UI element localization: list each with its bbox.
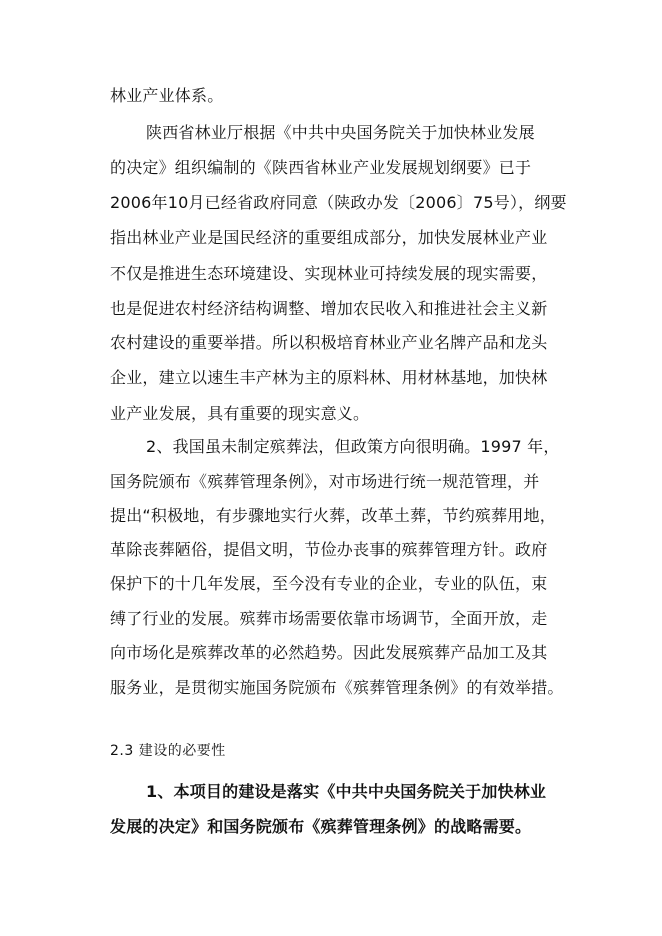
paragraph-line: 2、我国虽未制定殡葬法，但政策方向很明确。1997 年， [146, 437, 560, 456]
paragraph-line: 提出“积极地，有步骤地实行火葬，改革土葬，节约殡葬用地， [110, 506, 556, 525]
bold-paragraph-line: 1、本项目的建设是落实《中共中央国务院关于加快林业 [146, 782, 547, 801]
paragraph-line: 服务业，是贯彻实施国务院颁布《殡葬管理条例》的有效举措。 [110, 678, 564, 697]
paragraph-line: 保护下的十几年发展，至今没有专业的企业，专业的队伍，束 [110, 574, 548, 593]
paragraph-line: 业产业发展，具有重要的现实意义。 [110, 404, 370, 423]
paragraph-line: 向市场化是殡葬改革的必然趋势。因此发展殡葬产品加工及其 [110, 643, 548, 662]
bold-paragraph-line: 发展的决定》和国务院颁布《殡葬管理条例》的战略需要。 [110, 817, 532, 836]
paragraph-line: 的决定》组织编制的《陕西省林业产业发展规划纲要》已于 [110, 158, 532, 177]
paragraph-line: 国务院颁布《殡葬管理条例》，对市场进行统一规范管理，并 [110, 472, 540, 491]
paragraph-line: 缚了行业的发展。殡葬市场需要依靠市场调节，全面开放，走 [110, 609, 548, 628]
paragraph-line: 2006年10月已经省政府同意（陕政办发〔2006〕75号），纲要 [110, 193, 567, 212]
paragraph-line: 不仅是推进生态环境建设、实现林业可持续发展的现实需要， [110, 264, 548, 283]
paragraph-line: 也是促进农村经济结构调整、增加农民收入和推进社会主义新 [110, 299, 548, 318]
paragraph-line: 革除丧葬陋俗，提倡文明，节俭办丧事的殡葬管理方针。政府 [110, 540, 548, 559]
paragraph-line: 陕西省林业厅根据《中共中央国务院关于加快林业发展 [146, 123, 535, 142]
paragraph-line: 农村建设的重要举措。所以积极培育林业产业名牌产品和龙头 [110, 333, 548, 352]
paragraph-line: 林业产业体系。 [110, 86, 224, 105]
paragraph-line: 企业，建立以速生丰产林为主的原料林、用材林基地，加快林 [110, 368, 548, 387]
paragraph-line: 指出林业产业是国民经济的重要组成部分，加快发展林业产业 [110, 228, 548, 247]
section-heading: 2.3 建设的必要性 [110, 743, 226, 759]
